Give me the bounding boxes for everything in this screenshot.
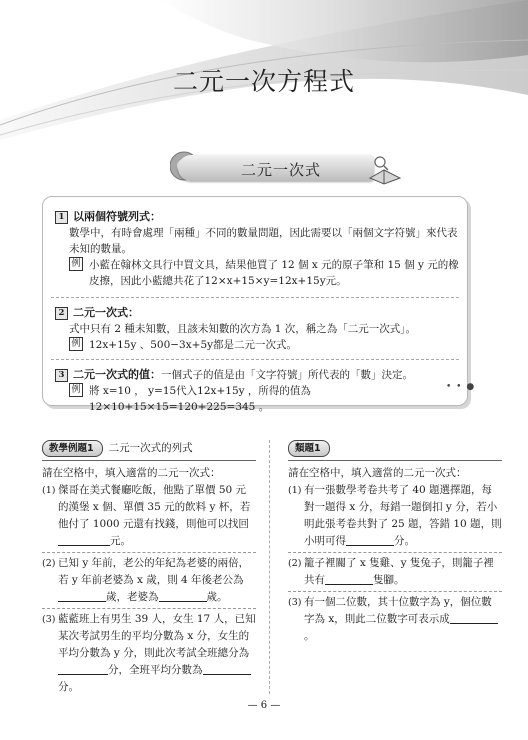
summary-item-2	[55, 305, 459, 353]
question-text: 分。	[394, 535, 415, 547]
item-heading: 二元一次式：	[73, 306, 139, 319]
answer-blank[interactable]	[58, 662, 108, 675]
page-number: — 6 —	[247, 700, 281, 711]
divider	[42, 552, 256, 553]
teaching-example-title: 二元一次式的列式	[108, 442, 193, 454]
answer-blank[interactable]	[159, 589, 207, 602]
practice-tag: 類題1	[288, 440, 330, 457]
question-text: 已知 y 年前，老公的年紀為老婆的兩倍，若 y 年前老婆為 x 歲，則 4 年後老公為	[58, 557, 250, 586]
divider	[288, 591, 502, 592]
question-3	[288, 594, 502, 645]
open-book-icon	[366, 148, 406, 188]
teaching-example-tag: 教學例題1	[42, 440, 103, 457]
question-text: 藍藍班上有男生 39 人，女生 17 人，已知某次考試男生的平均分數為 x 分，女生的平均分數為 y 分，則此次考試全班總分為	[58, 613, 256, 659]
question-1	[42, 482, 256, 550]
practice-column	[288, 440, 502, 645]
question-number: (3)	[288, 597, 302, 608]
item-example: 12x+15y 、500−3x+5y都是二元一次式。	[89, 339, 298, 351]
summary-item-1	[55, 209, 459, 289]
summary-item-3	[55, 367, 459, 415]
section-title: 二元一次式	[240, 161, 321, 179]
question-text: 傑哥在美式餐廳吃飯，他點了單價 50 元的漢堡 x 個、單價 35 元的飲料 y 杯，若他付了 1000 元還有找錢，則他可以找回	[58, 484, 251, 530]
heading-rule	[288, 460, 502, 461]
question-text: 分，全班平均分數為	[108, 664, 203, 676]
section-banner	[170, 148, 390, 186]
teaching-example-column	[42, 440, 256, 696]
question-text: 歲，老婆為	[106, 591, 159, 603]
question-number: (3)	[42, 614, 56, 625]
question-1	[288, 482, 502, 550]
question-2	[42, 555, 256, 606]
answer-blank[interactable]	[58, 589, 106, 602]
question-text: 有一張數學考卷共考了 40 題選擇題，每對一題得 x 分，每錯一題倒扣 y 分，若小明此張考卷共對了 25 題，答錯 10 題，則小明可得	[304, 484, 502, 547]
question-text: 隻腳。	[373, 574, 405, 586]
item-number-badge: 3	[55, 369, 68, 382]
item-heading: 以兩個符號列式：	[73, 210, 161, 223]
answer-blank[interactable]	[58, 533, 110, 546]
item-text: 一個式子的值是由「文字符號」所代表的「數」決定。	[161, 369, 413, 381]
summary-box	[42, 196, 468, 413]
item-text: 式中只有 2 種未知數，且該未知數的次方為 1 次，稱之為「二元一次式」。	[69, 323, 416, 335]
item-heading: 二元一次式的值：	[73, 368, 161, 381]
column-divider	[269, 440, 270, 694]
question-2	[288, 555, 502, 589]
example-badge: 例	[69, 257, 83, 271]
answer-blank[interactable]	[346, 533, 394, 546]
question-number: (2)	[42, 558, 56, 569]
decorative-dots: • • ●	[446, 382, 476, 392]
example-badge: 例	[69, 337, 83, 351]
question-intro: 請在空格中，填入適當的二元一次式：	[42, 467, 221, 479]
example-badge: 例	[69, 383, 83, 397]
divider	[42, 608, 256, 609]
item-number-badge: 1	[55, 211, 68, 224]
item-text: 數學中，有時會處理「兩種」不同的數量問題，因此需要以「兩個文字符號」來代表未知的數量。	[69, 227, 458, 255]
question-number: (2)	[288, 558, 302, 569]
question-number: (1)	[288, 485, 302, 496]
question-3	[42, 611, 256, 696]
answer-blank[interactable]	[450, 611, 498, 624]
answer-blank[interactable]	[203, 662, 251, 675]
question-intro: 請在空格中，填入適當的二元一次式：	[288, 467, 467, 479]
chapter-title: 二元一次方程式	[172, 67, 355, 96]
heading-rule	[42, 460, 256, 461]
question-text: 有一個二位數，其十位數字為 y，個位數字為 x，則此二位數字可表示成	[304, 596, 492, 625]
divider	[288, 552, 502, 553]
item-example: 將 x=10 ， y=15代入12x+15y ，所得的值為12×10+15×15=120+225=345 。	[89, 385, 311, 413]
answer-blank[interactable]	[325, 572, 373, 585]
item-number-badge: 2	[55, 307, 68, 320]
question-number: (1)	[42, 485, 56, 496]
question-text: 分。	[58, 681, 79, 693]
question-text: 歲。	[206, 591, 228, 603]
question-text: 籠子裡關了 x 隻雞、y 隻兔子，則籠子裡共有	[304, 557, 494, 586]
item-example: 小藍在翰林文具行中買文具，結果他買了 12 個 x 元的原子筆和 15 個 y 元的橡皮擦，因此小藍總共花了12×x+15×y=12x+15y元。	[89, 259, 459, 287]
divider	[51, 359, 459, 360]
question-text: 元。	[110, 535, 131, 547]
question-text: 。	[304, 630, 315, 642]
divider	[51, 297, 459, 298]
